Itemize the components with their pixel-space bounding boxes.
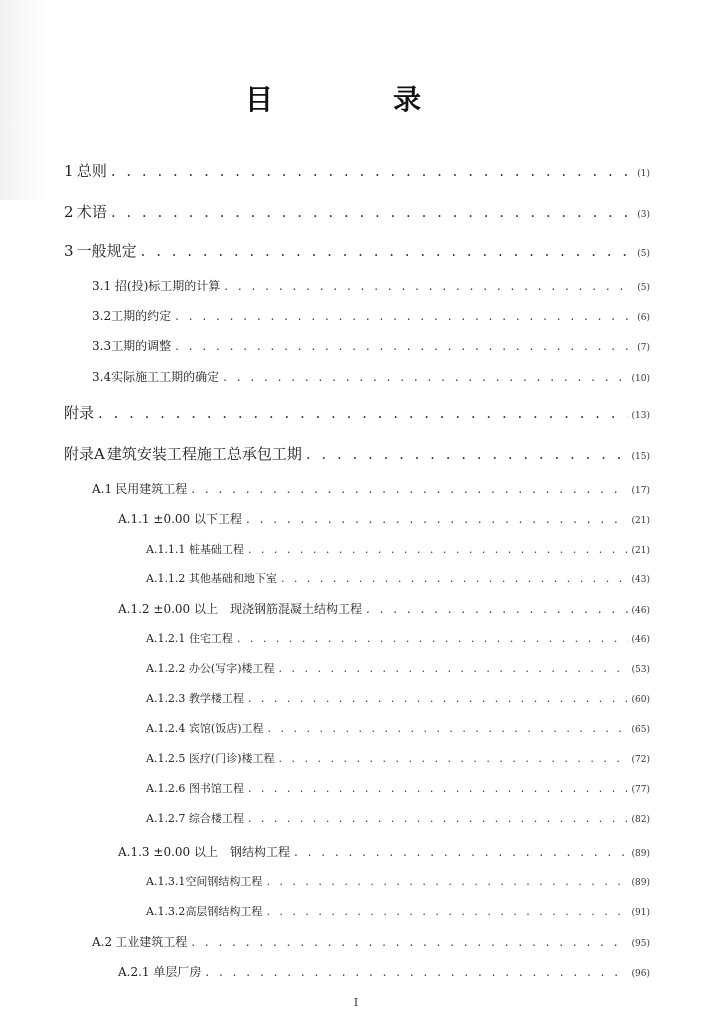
- toc-text: 住宅工程: [188, 632, 233, 645]
- toc-text: 空间钢结构工程: [185, 875, 263, 888]
- toc-leader: [237, 632, 628, 645]
- toc-leader: [191, 935, 627, 949]
- toc-leader: [248, 543, 628, 556]
- toc-entry[interactable]: [64, 402, 650, 423]
- toc-leader: [294, 845, 628, 859]
- toc-page: (17): [631, 486, 650, 496]
- toc-number: A.1.2.4: [146, 722, 186, 735]
- toc-entry[interactable]: [64, 201, 650, 222]
- toc-entry[interactable]: [118, 510, 650, 527]
- toc-text: 术语: [76, 203, 107, 221]
- toc-entry[interactable]: [146, 873, 650, 889]
- toc-page: (96): [631, 969, 650, 979]
- toc-leader: [111, 162, 633, 180]
- toc-text: ±0.00 以上 现浇钢筋混凝土结构工程: [153, 602, 362, 616]
- toc-page: (5): [637, 283, 650, 293]
- toc-page: (10): [631, 374, 650, 384]
- toc-number: A.1.1.2: [146, 572, 186, 585]
- toc-entry[interactable]: [92, 277, 650, 294]
- toc-number: A.1.2.1: [146, 632, 186, 645]
- toc-number: A.1.2.2: [146, 662, 186, 675]
- toc-number: 1: [64, 162, 74, 180]
- toc-entry[interactable]: [92, 337, 650, 354]
- toc-text: 总则: [76, 162, 107, 180]
- page-number-footer: I: [353, 996, 359, 1009]
- toc-entry[interactable]: [146, 903, 650, 919]
- toc-number: A.1.1.1: [146, 543, 186, 556]
- toc-page: (6): [637, 313, 650, 323]
- toc-text: 其他基础和地下室: [188, 572, 277, 585]
- toc-text: 实际施工工期的确定: [111, 370, 220, 384]
- toc-text: 医疗(门诊)楼工程: [188, 752, 275, 765]
- toc-leader: [175, 339, 633, 353]
- toc-text: 工期的调整: [111, 339, 172, 353]
- toc-text: 综合楼工程: [188, 812, 244, 825]
- toc-number: A.1.2.5: [146, 752, 186, 765]
- toc-text: 图书馆工程: [188, 782, 244, 795]
- toc-leader: [266, 905, 627, 918]
- toc-number: 附录A: [64, 445, 105, 463]
- toc-leader: [246, 512, 628, 526]
- toc-number: A.1.3.2: [146, 905, 186, 918]
- toc-page: (82): [631, 815, 650, 825]
- toc-entry[interactable]: [92, 933, 650, 950]
- toc-text: 工期的约定: [111, 309, 172, 323]
- toc-leader: [205, 965, 627, 979]
- toc-leader: [248, 692, 628, 705]
- toc-text: 办公(写字)楼工程: [188, 662, 275, 675]
- toc-page: (95): [631, 939, 650, 949]
- toc-text: 教学楼工程: [188, 692, 244, 705]
- toc-number: 3: [64, 242, 74, 260]
- toc-entry[interactable]: [92, 307, 650, 324]
- toc-leader: [281, 572, 628, 585]
- toc-number: A.1.2.7: [146, 812, 186, 825]
- toc-leader: [191, 482, 627, 496]
- toc-leader: [248, 812, 628, 825]
- toc-page: (21): [631, 546, 650, 556]
- toc-page: (72): [631, 755, 650, 765]
- toc-page: (21): [631, 516, 650, 526]
- toc-text: ±0.00 以上 钢结构工程: [153, 845, 290, 859]
- toc-page: (89): [631, 878, 650, 888]
- toc-entry[interactable]: [146, 720, 650, 736]
- toc-leader: [98, 404, 628, 422]
- toc-text: 招(投)标工期的计算: [114, 279, 221, 293]
- toc-leader: [141, 242, 634, 260]
- toc-leader: [366, 602, 628, 616]
- toc-entry[interactable]: [118, 843, 650, 860]
- toc-entry[interactable]: [146, 660, 650, 676]
- toc-entry[interactable]: [118, 600, 650, 617]
- page-title: 目 录: [244, 83, 467, 116]
- toc-text: 宾馆(饭店)工程: [188, 722, 264, 735]
- toc-entry[interactable]: [92, 368, 650, 385]
- toc-number: A.2: [92, 935, 113, 949]
- toc-entry[interactable]: [146, 780, 650, 796]
- toc-leader: [111, 203, 633, 221]
- toc-page: (46): [631, 635, 650, 645]
- toc-page: (7): [637, 343, 650, 353]
- toc-number: A.1: [92, 482, 113, 496]
- toc-text: 一般规定: [76, 242, 137, 260]
- toc-number: 3.4: [92, 370, 112, 384]
- toc-page: (65): [631, 725, 650, 735]
- toc-page: (77): [631, 785, 650, 795]
- toc-page: (43): [631, 575, 650, 585]
- toc-leader: [175, 309, 633, 323]
- toc-entry[interactable]: [64, 443, 650, 464]
- toc-text: 附录: [64, 404, 95, 422]
- toc-page: (13): [631, 411, 650, 421]
- toc-number: 3.3: [92, 339, 112, 353]
- toc-page: (3): [637, 210, 650, 220]
- toc-entry[interactable]: [64, 160, 650, 181]
- toc-entry[interactable]: [146, 570, 650, 586]
- toc-number: A.1.1: [118, 512, 150, 526]
- toc-number: 2: [64, 203, 74, 221]
- toc-number: A.1.3: [118, 845, 150, 859]
- toc-number: A.1.2.6: [146, 782, 186, 795]
- toc-text: 民用建筑工程: [115, 482, 188, 496]
- toc-entry[interactable]: [146, 630, 650, 646]
- toc-number: A.1.2: [118, 602, 150, 616]
- toc-page: (46): [631, 606, 650, 616]
- toc-number: A.1.2.3: [146, 692, 186, 705]
- toc-text: 高层钢结构工程: [185, 905, 263, 918]
- toc-page: (15): [631, 452, 650, 462]
- toc-page: (5): [637, 249, 650, 259]
- toc-entry[interactable]: [146, 690, 650, 706]
- toc-page: (91): [631, 908, 650, 918]
- toc-leader: [224, 279, 633, 293]
- toc-leader: [279, 662, 628, 675]
- toc-text: 工业建筑工程: [115, 935, 188, 949]
- toc-entry[interactable]: [118, 963, 650, 980]
- toc-entry[interactable]: [92, 480, 650, 497]
- toc-entry[interactable]: [146, 750, 650, 766]
- toc-page: (89): [631, 849, 650, 859]
- toc-entry[interactable]: [146, 810, 650, 826]
- toc-page: (53): [631, 665, 650, 675]
- toc-text: 单层厂房: [153, 965, 202, 979]
- toc-text: 建筑安装工程施工总承包工期: [106, 445, 302, 463]
- toc-entry[interactable]: [146, 541, 650, 557]
- toc-entry[interactable]: [64, 240, 650, 261]
- toc-number: 3.1: [92, 279, 112, 293]
- toc-page: (60): [631, 695, 650, 705]
- toc-page: (1): [637, 169, 650, 179]
- toc-leader: [279, 752, 628, 765]
- toc-text: 桩基础工程: [188, 543, 244, 556]
- toc-number: A.1.3.1: [146, 875, 186, 888]
- toc-number: A.2.1: [118, 965, 150, 979]
- toc-leader: [268, 722, 628, 735]
- toc-number: 3.2: [92, 309, 112, 323]
- toc-leader: [306, 445, 628, 463]
- toc-text: ±0.00 以下工程: [153, 512, 242, 526]
- toc-leader: [223, 370, 627, 384]
- toc-leader: [266, 875, 627, 888]
- toc-leader: [248, 782, 628, 795]
